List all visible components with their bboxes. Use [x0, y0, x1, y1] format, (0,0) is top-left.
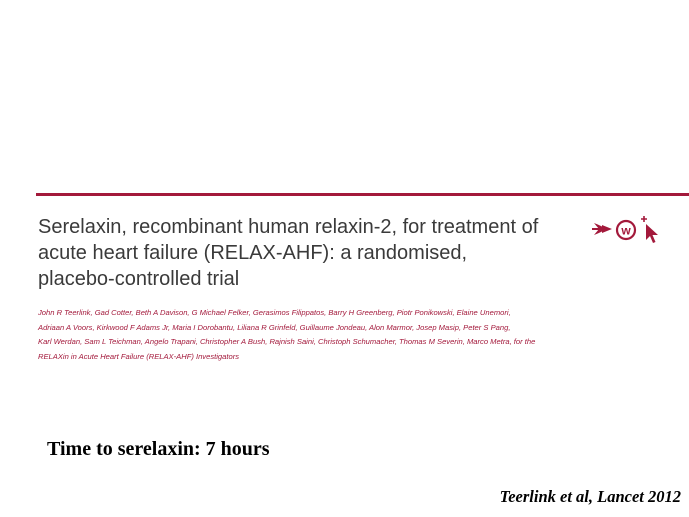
w-at-online-first-icon [617, 221, 635, 239]
author-line: Adriaan A Voors, Kirkwood F Adams Jr, Maria I Dorobantu, Liliana R Grinfeld, Guillaume Jondeau, Alon Marmor, Josep Masip, Peter S Pang, [38, 322, 511, 332]
title-line: Serelaxin, recombinant human relaxin-2, for treatment of [38, 216, 539, 238]
svg-text:w: w [621, 223, 631, 238]
title-line: acute heart failure (RELAX-AHF): a randomised, [38, 242, 468, 264]
author-line: John R Teerlink, Gad Cotter, Beth A Davison, G Michael Felker, Gerasimos Filippatos, Barry H Greenberg, Piotr Ponikowski, Elaine Unemori, [38, 308, 511, 317]
time-to-serelaxin-note: Time to serelaxin: 7 hours [47, 438, 270, 460]
title-line: placebo-controlled trial [38, 268, 240, 290]
header-rule [36, 193, 689, 196]
fast-track-arrow-icon [592, 223, 612, 235]
author-line: Karl Werdan, Sam L Teichman, Angelo Trapani, Christopher A Bush, Rajnish Saini, Christoph Schumacher, Thomas M Severin, Marco Metra, for the [38, 337, 536, 346]
article-title [38, 214, 578, 292]
author-list [38, 306, 628, 364]
journal-icons [592, 213, 664, 245]
citation: Teerlink et al, Lancet 2012 [499, 487, 681, 506]
cursor-sparkle-icon [641, 216, 658, 243]
author-line: RELAXin in Acute Heart Failure (RELAX-AHF) Investigators [38, 351, 240, 361]
